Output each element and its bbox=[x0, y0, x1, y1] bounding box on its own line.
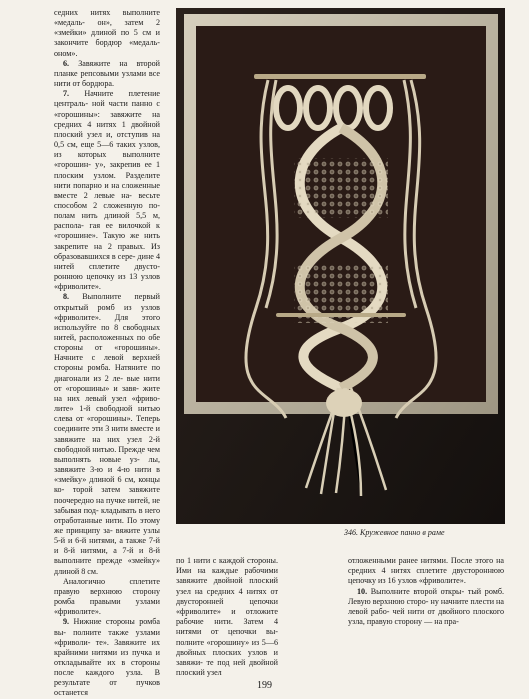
paragraph bbox=[54, 89, 160, 292]
paragraph bbox=[54, 292, 160, 576]
item-number: 8. bbox=[63, 292, 83, 302]
paragraph-text: отложенными ранее нитями. После этого на средних 4 нитях сплетите двустороннюю цепочку из 16 узлов «фриволите». bbox=[348, 556, 504, 586]
paragraph-text: Начните плетение централь- ной части панно с «горошины»: завяжите на средних 4 нитях 1 двойной плоский узел и, отступив на 0,5 см, еще 5—6 таких узлов, из которых выполните «горошин- у», закрепив ее 1 плоским узлом. Разделите нити попарно и на сложенные вместе 2 левые на- весьте способом 2 сложенную по- полам нить длиной 5,5 м, распола- гая ее вилочкой к «горошине». Такую же нить закрепите на 2 правых. Из образовавшихся в сере- дине 4 нитей сплетите двусто- роннюю цепочку из 13 узлов «фриволите». bbox=[54, 89, 160, 292]
paragraph-text: седних нитях выполните «медаль- он», затем 2 «змейки» длиной по 5 см и закончите бордюр «медаль- оном». bbox=[54, 8, 160, 58]
paragraph bbox=[54, 59, 160, 89]
figure-caption: 346. Кружевное панно в раме bbox=[344, 528, 445, 537]
bottom-column-1 bbox=[176, 556, 278, 678]
bottom-text-area bbox=[176, 556, 505, 676]
paragraph bbox=[348, 587, 504, 628]
macrame-panel-photo bbox=[176, 8, 505, 524]
paragraph-text: Нижние стороны ромба вы- полните также узлами «фриволи- те». Завяжите их крайними нитями из пучка и откладывайте их в стороны после каждого узла. В результате от пучков останется bbox=[54, 617, 160, 698]
paragraph-text: Аналогично сплетите правую верхнюю сторону ромба правыми узлами «фриволите». bbox=[54, 576, 160, 617]
page-number: 199 bbox=[257, 680, 272, 691]
left-text-column bbox=[54, 8, 160, 699]
paragraph-text: Выполните второй откры- тый ромб. Левую верхнюю сторо- ну начните плести на левой рабо- чей нити от двойного плоского узла, правую сторону — на пра- bbox=[348, 586, 504, 627]
item-number: 10. bbox=[357, 586, 371, 596]
paragraph bbox=[54, 577, 160, 618]
paragraph bbox=[348, 556, 504, 587]
paragraph bbox=[176, 556, 278, 678]
item-number: 9. bbox=[63, 617, 74, 627]
bottom-column-2 bbox=[348, 556, 504, 627]
item-number: 7. bbox=[63, 89, 85, 99]
paragraph-text: Выполните первый открытый ромб из узлов «фриволите». Для этого используйте по 8 свободных нитей, расположенных по обе стороны от «горошины». Начните с левой верхней стороны ромба. Натяните по диагонали из 2 ле- вые нити от «горошины» и завя- жите на них левый узел «фриво- лите» 1-й свободной нитью слева от «горошины». Теперь соедините эти 3 нити вместе и завяжите на них узел 2-й свободной нитью. Прежде чем выполнять новые уз- лы, завяжите 3-ю и 4-ю нити в «змейку» длиной 6 см, концы ко- торой затем завяжите поочередно на пучке нитей, не забывая под- кладывать в него отработанные нити. По этому же принципу за- вяжите узлы 5-й и 6-й нитями, а также 7-й и 8-й нитями, а 7-й и 8-й выполните прежде «змейку» длиной 8 см. bbox=[54, 292, 160, 576]
item-number: 6. bbox=[63, 58, 79, 68]
paragraph-text: Завяжите на второй планке репсовыми узлами все нити от бордюра. bbox=[54, 58, 160, 89]
paragraph bbox=[54, 8, 160, 59]
paragraph-text: по 1 нити с каждой стороны. Ими на каждые рабочими завяжите двойной плоский узел на средних 4 нитях от двусторонней цепочки «фриволите» и отложите рабочие нити. Затем 4 нитями от цепочки вы- полните «горошину» из 5—6 двойных плоских узлов и завяжи- те под ней двойной плоский узел bbox=[176, 556, 278, 678]
framed-panel-illustration bbox=[176, 8, 505, 524]
